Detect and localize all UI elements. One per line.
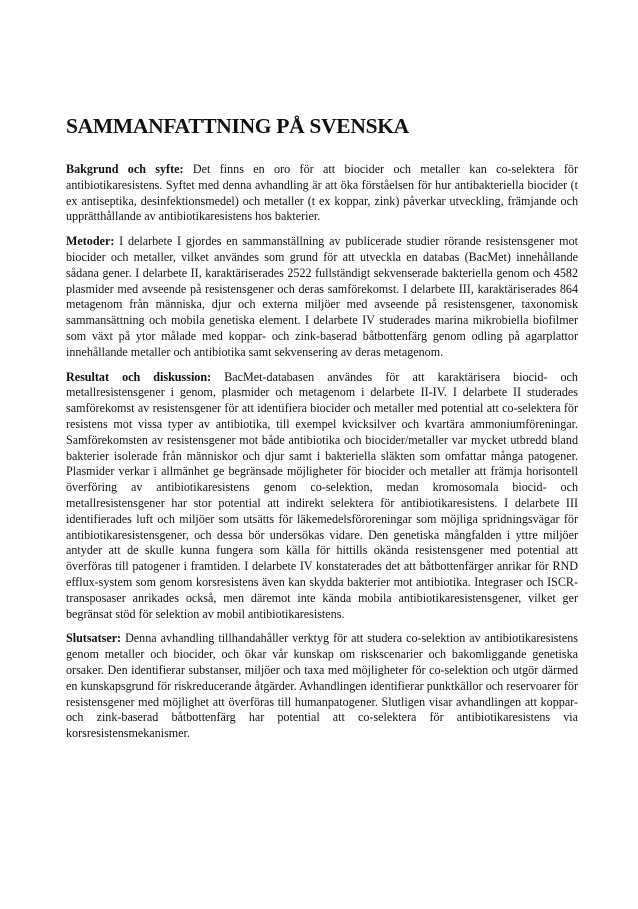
section-label: Resultat och diskussion:	[66, 369, 212, 384]
section-label: Bakgrund och syfte:	[66, 162, 184, 176]
section-label: Slutsatser:	[66, 631, 122, 646]
section-conclusions	[66, 631, 578, 742]
section-background	[66, 162, 578, 225]
section-text: BacMet-databasen användes för att karaktärisera biocid- och metallresistensgener i genom, plasmider och metagenom i delarbete II-IV. I delarbete II studerades samförekomst av resistensgener för att identifiera biocider och metaller med potential att co-selektera för resistens mot vissa typer av antibiotika, till exempel kvicksilver och kvartära ammoniumföreningar. Samförekomsten av resistensgener mot både antibiotika och biocider/metaller var mycket utbredd bland bakterier isolerade från människor och djur samt i bakteriella släkten som omfattar många patogener. Plasmider verkar i allmänhet ge begränsade möjligheter för biocider och metaller att främja horisontell överföring av antibiotikaresistens genom co-selektion, medan kromosomala biocid- och metallresistensgener har stor potential att indirekt selektera för antibiotikaresistens. I delarbete III identifierades luft och miljöer som utsätts för läkemedelsföroreningar som möjliga spridningsvägar för antibiotikaresistensgener, och dessa bör undersökas vidare. Den genetiska mångfalden i yttre miljöer antyder att de skulle kunna fungera som källa för hittills okända resistensgener med potential att överföras till patogener i framtiden. I delarbete IV konstaterades det att båtbottenfärger anrikar för RND efflux-system som genom korsresistens även kan skydda bakterier mot antibiotika. Integraser och ISCR-transposaser anrikades också, men däremot inte kända mobila antibiotikaresistensgener, vilket ger begränsat stöd för selektion av mobil antibiotikaresistens.	[66, 369, 578, 621]
section-text: Det finns en oro för att biocider och metaller kan co-selektera för antibiotikaresistens. Syftet med denna avhandling är att öka förståelsen för hur antibakteriella biocider (t ex antiseptika, desinfektionsmedel) och metaller (t ex koppar, zink) påverkar utveckling, främjande och upprätthållande av antibiotikaresistens hos bakterier.	[66, 162, 578, 224]
document-title: SAMMANFATTNING PÅ SVENSKA	[66, 114, 409, 138]
section-label: Metoder:	[66, 234, 115, 249]
section-results	[66, 370, 578, 623]
section-text: Denna avhandling tillhandahåller verktyg för att studera co-selektion av antibiotikaresistens genom metaller och biocider, och ökar vår kunskap om riskscenarier och bakomliggande genetiska orsaker. Den identifierar substanser, miljöer och taxa med möjligheter för co-selektion och utgör därmed en kunskapsgrund för riskreducerande åtgärder. Avhandlingen identifierar punktkällor och reservoarer för resistensgener med möjlighet att överföras till humanpatogener. Slutligen visar avhandlingen att koppar- och zink-baserad båtbottenfärg har potential att co-selektera för antibiotikaresistens via korsresistensmekanismer.	[66, 631, 578, 741]
section-text: I delarbete I gjordes en sammanställning av publicerade studier rörande resistensgener mot biocider och metaller, vilket användes som grund för att utveckla en databas (BacMet) innehållande sådana gener. I delarbete II, karaktäriserades 2522 fullständigt sekvenserade bakteriella genom och 4582 plasmider med avseende på resistensgener och deras samförekomst. I delarbete III, karaktäriserades 864 metagenom från människa, djur och externa miljöer med avseende på resistensgener, taxonomisk sammansättning och mobila genetiska element. I delarbete IV studerades marina mikrobiella biofilmer som växt på ytor målade med koppar- och zink-baserad båtbottenfärg genom odling på agarplattor innehållande metaller och antibiotika samt sekvensering av deras metagenom.	[66, 234, 578, 359]
section-methods	[66, 234, 578, 360]
document-page	[66, 112, 578, 751]
